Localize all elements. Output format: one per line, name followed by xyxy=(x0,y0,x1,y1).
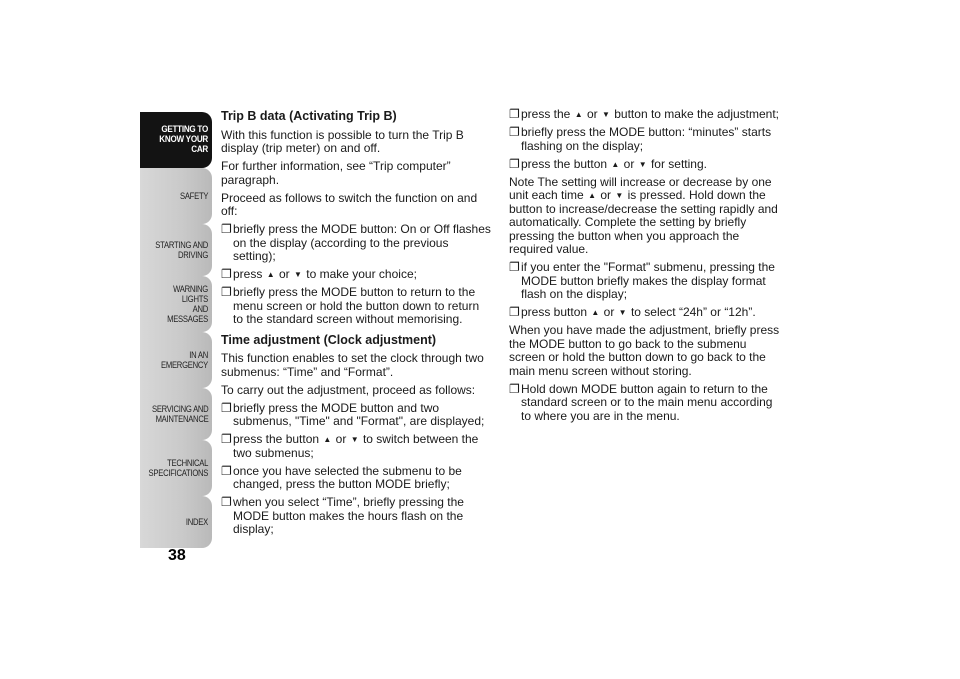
heading-time-adjustment: Time adjustment (Clock adjustment) xyxy=(221,332,437,347)
checkbox-bullet-icon: ❐ xyxy=(509,260,520,274)
tab-label: SERVICING AND MAINTENANCE xyxy=(151,404,208,424)
checkbox-bullet-icon: ❐ xyxy=(221,432,232,446)
paragraph: To carry out the adjustment, proceed as follows: xyxy=(221,382,476,397)
checkbox-bullet-icon: ❐ xyxy=(221,285,232,299)
down-arrow-icon: ▼ xyxy=(615,191,624,200)
down-arrow-icon: ▼ xyxy=(618,308,627,317)
right-column xyxy=(509,108,781,428)
paragraph: When you have made the adjustment, briefly press the MODE button to go back to the submenu screen or hold the button down to go back to the main menu screen without storing. xyxy=(509,323,780,378)
tab-getting-to-know-your-car[interactable] xyxy=(140,112,212,168)
tab-warning-lights[interactable] xyxy=(140,276,212,332)
left-column xyxy=(221,108,491,541)
list-item: ❐ if you enter the "Format" submenu, pressing the MODE button briefly makes the display format flash on the display; xyxy=(509,260,775,301)
list-item: ❐ briefly press the MODE button: On or Off flashes on the display (according to the previous setting); xyxy=(221,222,491,263)
tab-label: IN AN EMERGENCY xyxy=(160,350,208,370)
checkbox-bullet-icon: ❐ xyxy=(221,463,232,478)
tab-label: STARTING AND DRIVING xyxy=(155,240,208,260)
list-item: ❐ briefly press the MODE button: “minutes” starts flashing on the display; xyxy=(509,125,772,153)
up-arrow-icon: ▲ xyxy=(266,270,275,279)
list-item: ❐ Hold down MODE button again to return to the standard screen or to the main menu according to where you are in the menu. xyxy=(509,381,773,423)
tab-safety[interactable] xyxy=(140,168,212,224)
note-paragraph: Note The setting will increase or decrease by one unit each time ▲ or ▼ is pressed. Hold down the button to increase/decrease the setting rapidly and automatically. Complete the setting by briefly pressing the button when you approach the required value. xyxy=(509,174,778,256)
tab-label: GETTING TO KNOW YOUR CAR xyxy=(159,124,208,155)
tab-in-an-emergency[interactable] xyxy=(140,332,212,388)
down-arrow-icon: ▼ xyxy=(350,435,359,444)
list-item: ❐ when you select “Time”, briefly pressing the MODE button makes the hours flash on the display; xyxy=(221,495,464,536)
down-arrow-icon: ▼ xyxy=(638,159,647,169)
checkbox-bullet-icon: ❐ xyxy=(509,381,520,396)
paragraph: Proceed as follows to switch the function on and off: xyxy=(221,190,478,218)
tab-label: SAFETY xyxy=(179,191,208,201)
tab-technical-specifications[interactable] xyxy=(140,440,212,496)
paragraph: With this function is possible to turn the Trip B display (trip meter) on and off. xyxy=(221,127,464,155)
tab-label: WARNING LIGHTS AND MESSAGES xyxy=(167,284,208,324)
page-number: 38 xyxy=(168,547,186,564)
up-arrow-icon: ▲ xyxy=(574,110,583,119)
up-arrow-icon: ▲ xyxy=(611,159,620,169)
paragraph: This function enables to set the clock through two submenus: “Time” and “Format”. xyxy=(221,351,484,379)
checkbox-bullet-icon: ❐ xyxy=(221,495,232,509)
list-item: ❐ briefly press the MODE button to return to the menu screen or hold the button down to return to the standard screen without memorising. xyxy=(221,285,480,326)
paragraph: For further information, see “Trip computer” paragraph. xyxy=(221,159,451,187)
up-arrow-icon: ▲ xyxy=(323,435,332,444)
checkbox-bullet-icon: ❐ xyxy=(509,305,520,319)
list-item: ❐ press ▲ or ▼ to make your choice; xyxy=(221,267,417,281)
list-item: ❐ once you have selected the submenu to be changed, press the button MODE briefly; xyxy=(221,463,462,491)
checkbox-bullet-icon: ❐ xyxy=(509,125,520,139)
heading-trip-b: Trip B data (Activating Trip B) xyxy=(221,109,397,123)
tab-index[interactable] xyxy=(140,496,212,548)
checkbox-bullet-icon: ❐ xyxy=(221,222,232,236)
checkbox-bullet-icon: ❐ xyxy=(221,267,232,281)
tab-label: INDEX xyxy=(185,517,208,527)
tab-label: TECHNICAL SPECIFICATIONS xyxy=(148,458,208,478)
list-item: ❐ briefly press the MODE button and two submenus, "Time" and "Format", are displayed; xyxy=(221,400,485,428)
up-arrow-icon: ▲ xyxy=(591,308,600,317)
checkbox-bullet-icon: ❐ xyxy=(221,400,232,415)
tab-starting-and-driving[interactable] xyxy=(140,224,212,276)
checkbox-bullet-icon: ❐ xyxy=(509,156,520,171)
down-arrow-icon: ▼ xyxy=(601,110,610,119)
down-arrow-icon: ▼ xyxy=(293,270,302,279)
tab-servicing[interactable] xyxy=(140,388,212,440)
list-item: ❐ press the button ▲ or ▼ for setting. xyxy=(509,156,707,171)
checkbox-bullet-icon: ❐ xyxy=(509,107,520,121)
list-item: ❐ press the button ▲ or ▼ to switch between the two submenus; xyxy=(221,432,479,460)
list-item: ❐ press the ▲ or ▼ button to make the adjustment; xyxy=(509,107,780,121)
list-item: ❐ press button ▲ or ▼ to select “24h” or “12h”. xyxy=(509,305,756,319)
up-arrow-icon: ▲ xyxy=(588,191,596,200)
